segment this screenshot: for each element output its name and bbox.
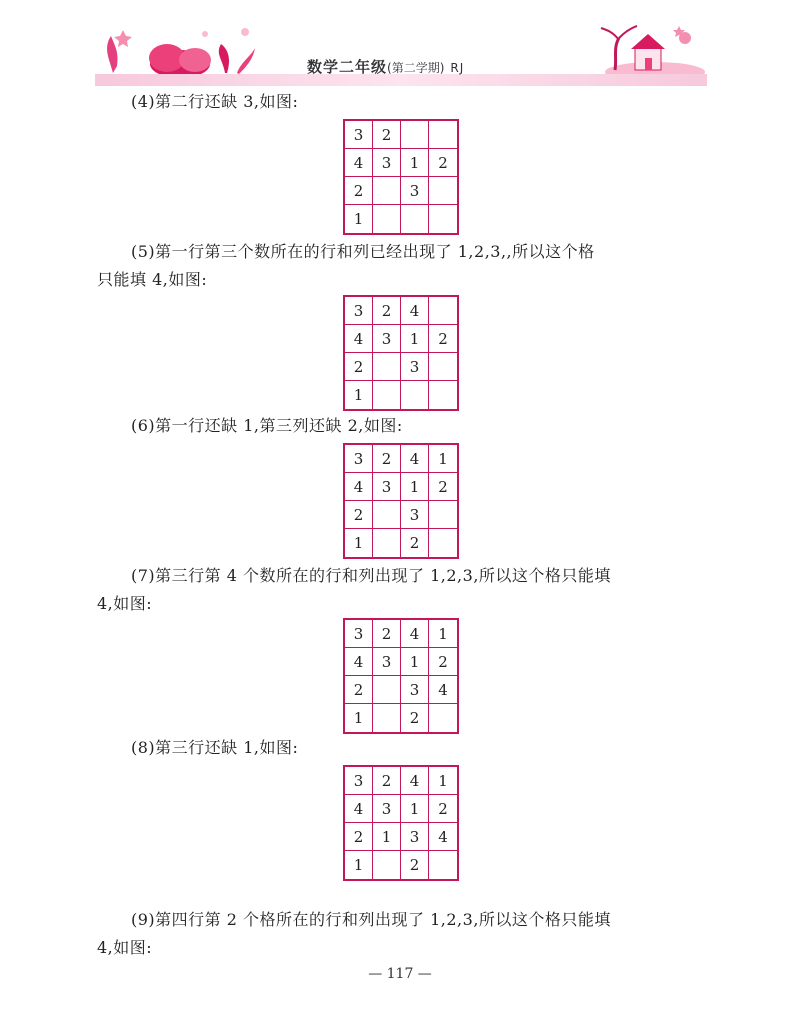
grid-cell: 3 — [345, 767, 373, 795]
grid-cell: 4 — [345, 473, 373, 501]
grid-cell — [373, 177, 401, 205]
grid-cell: 2 — [401, 529, 429, 557]
sudoku-grid-step-8 — [343, 765, 459, 881]
text-line: (9)第四行第 2 个格所在的行和列出现了 1,2,3,所以这个格只能填 — [131, 910, 611, 929]
grid-cell: 2 — [373, 297, 401, 325]
grid-cell: 2 — [345, 177, 373, 205]
grid-cell: 1 — [345, 529, 373, 557]
grid-cell: 4 — [345, 648, 373, 676]
sudoku-grid-step-6 — [343, 443, 459, 559]
book-title: 数学二年级 — [307, 58, 388, 76]
grid-cell — [373, 529, 401, 557]
grid-cell: 4 — [345, 795, 373, 823]
grid-cell — [401, 381, 429, 409]
text-line: 4,如图: — [97, 594, 153, 613]
grid-cell: 1 — [429, 767, 457, 795]
sudoku-grid-step-4 — [343, 119, 459, 235]
grid-cell: 3 — [401, 353, 429, 381]
grid-cell: 3 — [345, 445, 373, 473]
grid-cell: 2 — [429, 795, 457, 823]
grid-cell: 2 — [401, 851, 429, 879]
grid-cell: 3 — [345, 297, 373, 325]
sudoku-grid-step-5 — [343, 295, 459, 411]
grid-cell: 4 — [401, 620, 429, 648]
grid-cell — [429, 177, 457, 205]
grid-cell — [429, 851, 457, 879]
grid-cell: 4 — [429, 823, 457, 851]
header-title — [307, 56, 464, 77]
grid-cell — [373, 381, 401, 409]
grid-cell: 3 — [401, 177, 429, 205]
grid-cell — [429, 353, 457, 381]
grid-cell: 2 — [373, 767, 401, 795]
grid-cell: 2 — [345, 353, 373, 381]
grid-cell: 4 — [345, 149, 373, 177]
grid-cell — [429, 381, 457, 409]
step-9-text-cont — [97, 934, 709, 962]
grid-cell: 1 — [401, 149, 429, 177]
grid-cell: 3 — [345, 121, 373, 149]
house-tree-decoration-icon — [595, 18, 707, 80]
step-9-text — [97, 906, 709, 934]
grid-cell: 3 — [401, 676, 429, 704]
grid-cell: 4 — [345, 325, 373, 353]
grid-cell: 1 — [429, 620, 457, 648]
text-line: (7)第三行第 4 个数所在的行和列出现了 1,2,3,所以这个格只能填 — [131, 566, 611, 585]
grid-cell: 1 — [345, 851, 373, 879]
grid-cell: 2 — [429, 325, 457, 353]
grid-cell: 1 — [401, 795, 429, 823]
book-term: (第二学期) — [387, 61, 445, 75]
grid-cell: 2 — [373, 620, 401, 648]
grid-cell — [373, 501, 401, 529]
grid-cell — [373, 205, 401, 233]
grid-cell: 1 — [345, 381, 373, 409]
grid-cell — [373, 676, 401, 704]
flower-decoration-icon — [95, 18, 275, 78]
text-line: (6)第一行还缺 1,第三列还缺 2,如图: — [131, 416, 403, 435]
edition-tag: RJ — [450, 61, 465, 75]
grid-cell: 1 — [401, 648, 429, 676]
grid-cell — [429, 297, 457, 325]
text-line: 4,如图: — [97, 938, 153, 957]
text-line: (4)第二行还缺 3,如图: — [131, 92, 299, 111]
grid-cell — [373, 353, 401, 381]
grid-cell: 1 — [401, 473, 429, 501]
text-line: 只能填 4,如图: — [97, 270, 208, 289]
sudoku-grid-step-7 — [343, 618, 459, 734]
step-4-text — [97, 88, 709, 116]
step-5-text — [97, 238, 709, 266]
grid-cell: 1 — [401, 325, 429, 353]
grid-cell — [401, 121, 429, 149]
grid-cell: 4 — [401, 445, 429, 473]
grid-cell: 2 — [373, 445, 401, 473]
text-line: (5)第一行第三个数所在的行和列已经出现了 1,2,3,,所以这个格 — [131, 242, 595, 261]
grid-cell: 3 — [401, 823, 429, 851]
step-7-text — [97, 562, 709, 590]
grid-cell: 2 — [429, 648, 457, 676]
grid-cell — [373, 704, 401, 732]
grid-cell — [373, 851, 401, 879]
page-number: — 117 — — [368, 966, 432, 982]
page-header — [95, 18, 707, 90]
grid-cell: 2 — [429, 149, 457, 177]
grid-cell: 4 — [429, 676, 457, 704]
grid-cell: 2 — [345, 823, 373, 851]
grid-cell: 1 — [345, 205, 373, 233]
grid-cell: 2 — [345, 676, 373, 704]
grid-cell — [429, 529, 457, 557]
grid-cell: 3 — [345, 620, 373, 648]
grid-cell: 2 — [345, 501, 373, 529]
grid-cell — [401, 205, 429, 233]
step-7-text-cont — [97, 590, 709, 618]
grid-cell: 2 — [373, 121, 401, 149]
grid-cell: 1 — [345, 704, 373, 732]
grid-cell: 3 — [373, 325, 401, 353]
grid-cell: 1 — [373, 823, 401, 851]
step-5-text-cont — [97, 266, 709, 294]
step-6-text — [97, 412, 709, 440]
grid-cell — [429, 704, 457, 732]
grid-cell: 3 — [373, 795, 401, 823]
text-line: (8)第三行还缺 1,如图: — [131, 738, 299, 757]
grid-cell: 1 — [429, 445, 457, 473]
grid-cell: 3 — [373, 648, 401, 676]
grid-cell: 2 — [401, 704, 429, 732]
grid-cell — [429, 121, 457, 149]
grid-cell: 3 — [373, 473, 401, 501]
grid-cell: 4 — [401, 297, 429, 325]
step-8-text — [97, 734, 709, 762]
grid-cell: 3 — [401, 501, 429, 529]
grid-cell — [429, 501, 457, 529]
grid-cell: 2 — [429, 473, 457, 501]
grid-cell: 4 — [401, 767, 429, 795]
grid-cell — [429, 205, 457, 233]
grid-cell: 3 — [373, 149, 401, 177]
